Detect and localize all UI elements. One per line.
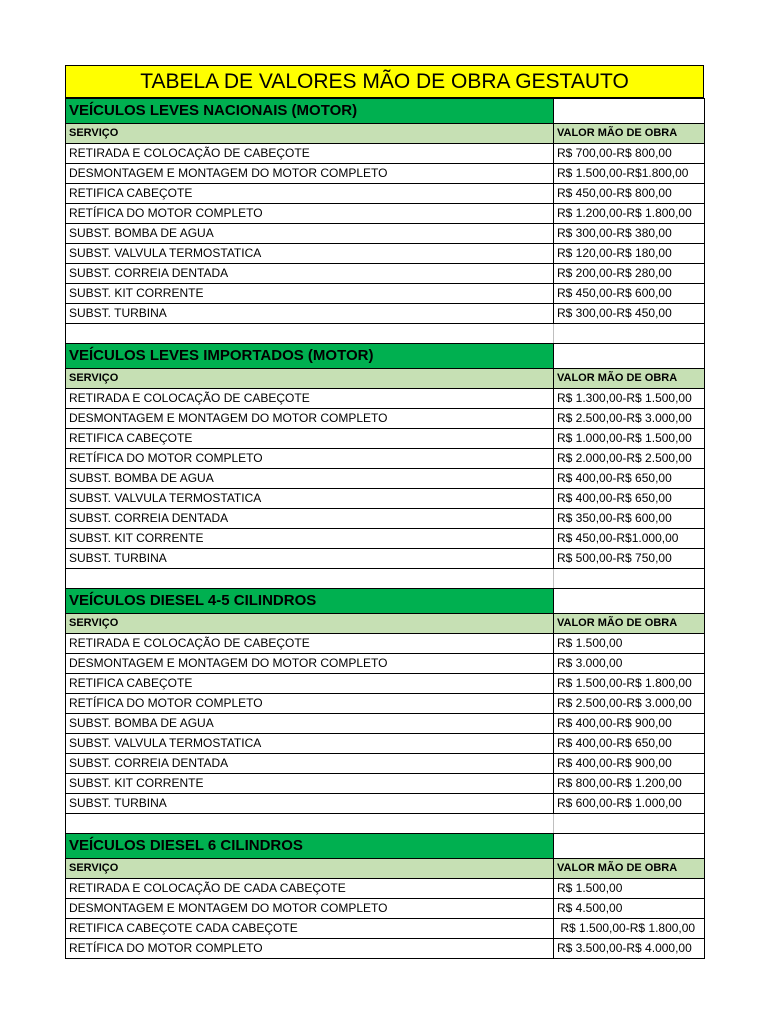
table-row xyxy=(66,919,705,939)
table-row xyxy=(66,549,705,569)
service-cell: SUBST. CORREIA DENTADA xyxy=(66,754,554,774)
spacer-cell xyxy=(66,569,554,589)
table-row xyxy=(66,284,705,304)
section-title: VEÍCULOS DIESEL 4-5 CILINDROS xyxy=(66,589,554,614)
service-column-header: SERVIÇO xyxy=(66,369,554,389)
price-cell: R$ 700,00-R$ 800,00 xyxy=(554,144,705,164)
column-header-row xyxy=(66,859,705,879)
service-cell: RETÍFICA DO MOTOR COMPLETO xyxy=(66,204,554,224)
service-cell: SUBST. TURBINA xyxy=(66,304,554,324)
table-row xyxy=(66,879,705,899)
service-cell: RETÍFICA DO MOTOR COMPLETO xyxy=(66,939,554,959)
price-cell: R$ 300,00-R$ 450,00 xyxy=(554,304,705,324)
service-cell: SUBST. CORREIA DENTADA xyxy=(66,264,554,284)
price-cell: R$ 200,00-R$ 280,00 xyxy=(554,264,705,284)
table-row xyxy=(66,509,705,529)
table-row xyxy=(66,184,705,204)
price-cell: R$ 400,00-R$ 900,00 xyxy=(554,714,705,734)
service-cell: RETÍFICA DO MOTOR COMPLETO xyxy=(66,694,554,714)
price-cell: R$ 120,00-R$ 180,00 xyxy=(554,244,705,264)
service-cell: RETIRADA E COLOCAÇÃO DE CABEÇOTE xyxy=(66,634,554,654)
service-column-header: SERVIÇO xyxy=(66,124,554,144)
service-column-header: SERVIÇO xyxy=(66,614,554,634)
service-cell: DESMONTAGEM E MONTAGEM DO MOTOR COMPLETO xyxy=(66,899,554,919)
table-row xyxy=(66,264,705,284)
service-cell: DESMONTAGEM E MONTAGEM DO MOTOR COMPLETO xyxy=(66,654,554,674)
table-row xyxy=(66,899,705,919)
table-row xyxy=(66,244,705,264)
column-header-row xyxy=(66,369,705,389)
sheet-title: TABELA DE VALORES MÃO DE OBRA GESTAUTO xyxy=(65,65,704,98)
price-cell: R$ 2.500,00-R$ 3.000,00 xyxy=(554,694,705,714)
empty-cell xyxy=(554,344,705,369)
spacer-cell xyxy=(66,814,554,834)
spacer-row xyxy=(66,814,705,834)
table-row xyxy=(66,409,705,429)
price-cell: R$ 2.500,00-R$ 3.000,00 xyxy=(554,409,705,429)
table-row xyxy=(66,939,705,959)
table-row xyxy=(66,654,705,674)
service-column-header: SERVIÇO xyxy=(66,859,554,879)
table-row xyxy=(66,449,705,469)
section-heading-row xyxy=(66,589,705,614)
section-heading-row xyxy=(66,834,705,859)
price-cell: R$ 400,00-R$ 650,00 xyxy=(554,489,705,509)
spacer-cell xyxy=(554,324,705,344)
service-cell: RETIFICA CABEÇOTE CADA CABEÇOTE xyxy=(66,919,554,939)
table-row xyxy=(66,304,705,324)
section-title: VEÍCULOS LEVES NACIONAIS (MOTOR) xyxy=(66,99,554,124)
table-row xyxy=(66,469,705,489)
service-cell: SUBST. VALVULA TERMOSTATICA xyxy=(66,489,554,509)
table-row xyxy=(66,754,705,774)
spacer-row xyxy=(66,324,705,344)
price-cell: R$ 400,00-R$ 900,00 xyxy=(554,754,705,774)
price-column-header: VALOR MÃO DE OBRA xyxy=(554,124,705,144)
service-cell: SUBST. VALVULA TERMOSTATICA xyxy=(66,734,554,754)
price-cell: R$ 300,00-R$ 380,00 xyxy=(554,224,705,244)
table-row xyxy=(66,674,705,694)
price-cell: R$ 1.200,00-R$ 1.800,00 xyxy=(554,204,705,224)
table-row xyxy=(66,794,705,814)
table-row xyxy=(66,144,705,164)
spacer-row xyxy=(66,569,705,589)
table-row xyxy=(66,714,705,734)
price-cell: R$ 3.500,00-R$ 4.000,00 xyxy=(554,939,705,959)
price-cell: R$ 1.300,00-R$ 1.500,00 xyxy=(554,389,705,409)
table-row xyxy=(66,489,705,509)
service-cell: SUBST. VALVULA TERMOSTATICA xyxy=(66,244,554,264)
table-row xyxy=(66,224,705,244)
price-cell: R$ 400,00-R$ 650,00 xyxy=(554,734,705,754)
empty-cell xyxy=(554,589,705,614)
price-cell: R$ 450,00-R$ 800,00 xyxy=(554,184,705,204)
price-column-header: VALOR MÃO DE OBRA xyxy=(554,614,705,634)
empty-cell xyxy=(554,99,705,124)
price-cell: R$ 1.500,00-R$1.800,00 xyxy=(554,164,705,184)
table-row xyxy=(66,734,705,754)
price-sheet xyxy=(65,65,704,959)
service-cell: RETIFICA CABEÇOTE xyxy=(66,429,554,449)
price-cell: R$ 600,00-R$ 1.000,00 xyxy=(554,794,705,814)
table-row xyxy=(66,389,705,409)
service-cell: SUBST. KIT CORRENTE xyxy=(66,284,554,304)
service-cell: SUBST. KIT CORRENTE xyxy=(66,774,554,794)
section-title: VEÍCULOS LEVES IMPORTADOS (MOTOR) xyxy=(66,344,554,369)
price-cell: R$ 450,00-R$1.000,00 xyxy=(554,529,705,549)
table-row xyxy=(66,634,705,654)
price-cell: R$ 400,00-R$ 650,00 xyxy=(554,469,705,489)
table-row xyxy=(66,529,705,549)
service-cell: RETIFICA CABEÇOTE xyxy=(66,674,554,694)
price-cell: R$ 3.000,00 xyxy=(554,654,705,674)
table-row xyxy=(66,694,705,714)
service-cell: SUBST. TURBINA xyxy=(66,549,554,569)
service-cell: SUBST. BOMBA DE AGUA xyxy=(66,469,554,489)
price-cell: R$ 450,00-R$ 600,00 xyxy=(554,284,705,304)
price-cell: R$ 500,00-R$ 750,00 xyxy=(554,549,705,569)
column-header-row xyxy=(66,124,705,144)
service-cell: RETIRADA E COLOCAÇÃO DE CABEÇOTE xyxy=(66,389,554,409)
service-cell: SUBST. CORREIA DENTADA xyxy=(66,509,554,529)
spacer-cell xyxy=(554,569,705,589)
service-cell: RETIRADA E COLOCAÇÃO DE CADA CABEÇOTE xyxy=(66,879,554,899)
spacer-cell xyxy=(554,814,705,834)
price-cell: R$ 1.500,00-R$ 1.800,00 xyxy=(554,919,705,939)
price-cell: R$ 1.500,00-R$ 1.800,00 xyxy=(554,674,705,694)
price-cell: R$ 1.500,00 xyxy=(554,634,705,654)
table-row xyxy=(66,429,705,449)
price-table xyxy=(65,98,705,959)
price-column-header: VALOR MÃO DE OBRA xyxy=(554,859,705,879)
service-cell: SUBST. BOMBA DE AGUA xyxy=(66,714,554,734)
service-cell: SUBST. KIT CORRENTE xyxy=(66,529,554,549)
price-cell: R$ 1.500,00 xyxy=(554,879,705,899)
price-cell: R$ 4.500,00 xyxy=(554,899,705,919)
section-heading-row xyxy=(66,99,705,124)
spacer-cell xyxy=(66,324,554,344)
service-cell: RETÍFICA DO MOTOR COMPLETO xyxy=(66,449,554,469)
service-cell: DESMONTAGEM E MONTAGEM DO MOTOR COMPLETO xyxy=(66,164,554,184)
table-row xyxy=(66,164,705,184)
price-cell: R$ 2.000,00-R$ 2.500,00 xyxy=(554,449,705,469)
service-cell: SUBST. BOMBA DE AGUA xyxy=(66,224,554,244)
service-cell: SUBST. TURBINA xyxy=(66,794,554,814)
price-column-header: VALOR MÃO DE OBRA xyxy=(554,369,705,389)
table-row xyxy=(66,774,705,794)
column-header-row xyxy=(66,614,705,634)
price-cell: R$ 350,00-R$ 600,00 xyxy=(554,509,705,529)
service-cell: RETIFICA CABEÇOTE xyxy=(66,184,554,204)
empty-cell xyxy=(554,834,705,859)
service-cell: DESMONTAGEM E MONTAGEM DO MOTOR COMPLETO xyxy=(66,409,554,429)
section-title: VEÍCULOS DIESEL 6 CILINDROS xyxy=(66,834,554,859)
section-heading-row xyxy=(66,344,705,369)
table-row xyxy=(66,204,705,224)
price-cell: R$ 800,00-R$ 1.200,00 xyxy=(554,774,705,794)
service-cell: RETIRADA E COLOCAÇÃO DE CABEÇOTE xyxy=(66,144,554,164)
price-cell: R$ 1.000,00-R$ 1.500,00 xyxy=(554,429,705,449)
